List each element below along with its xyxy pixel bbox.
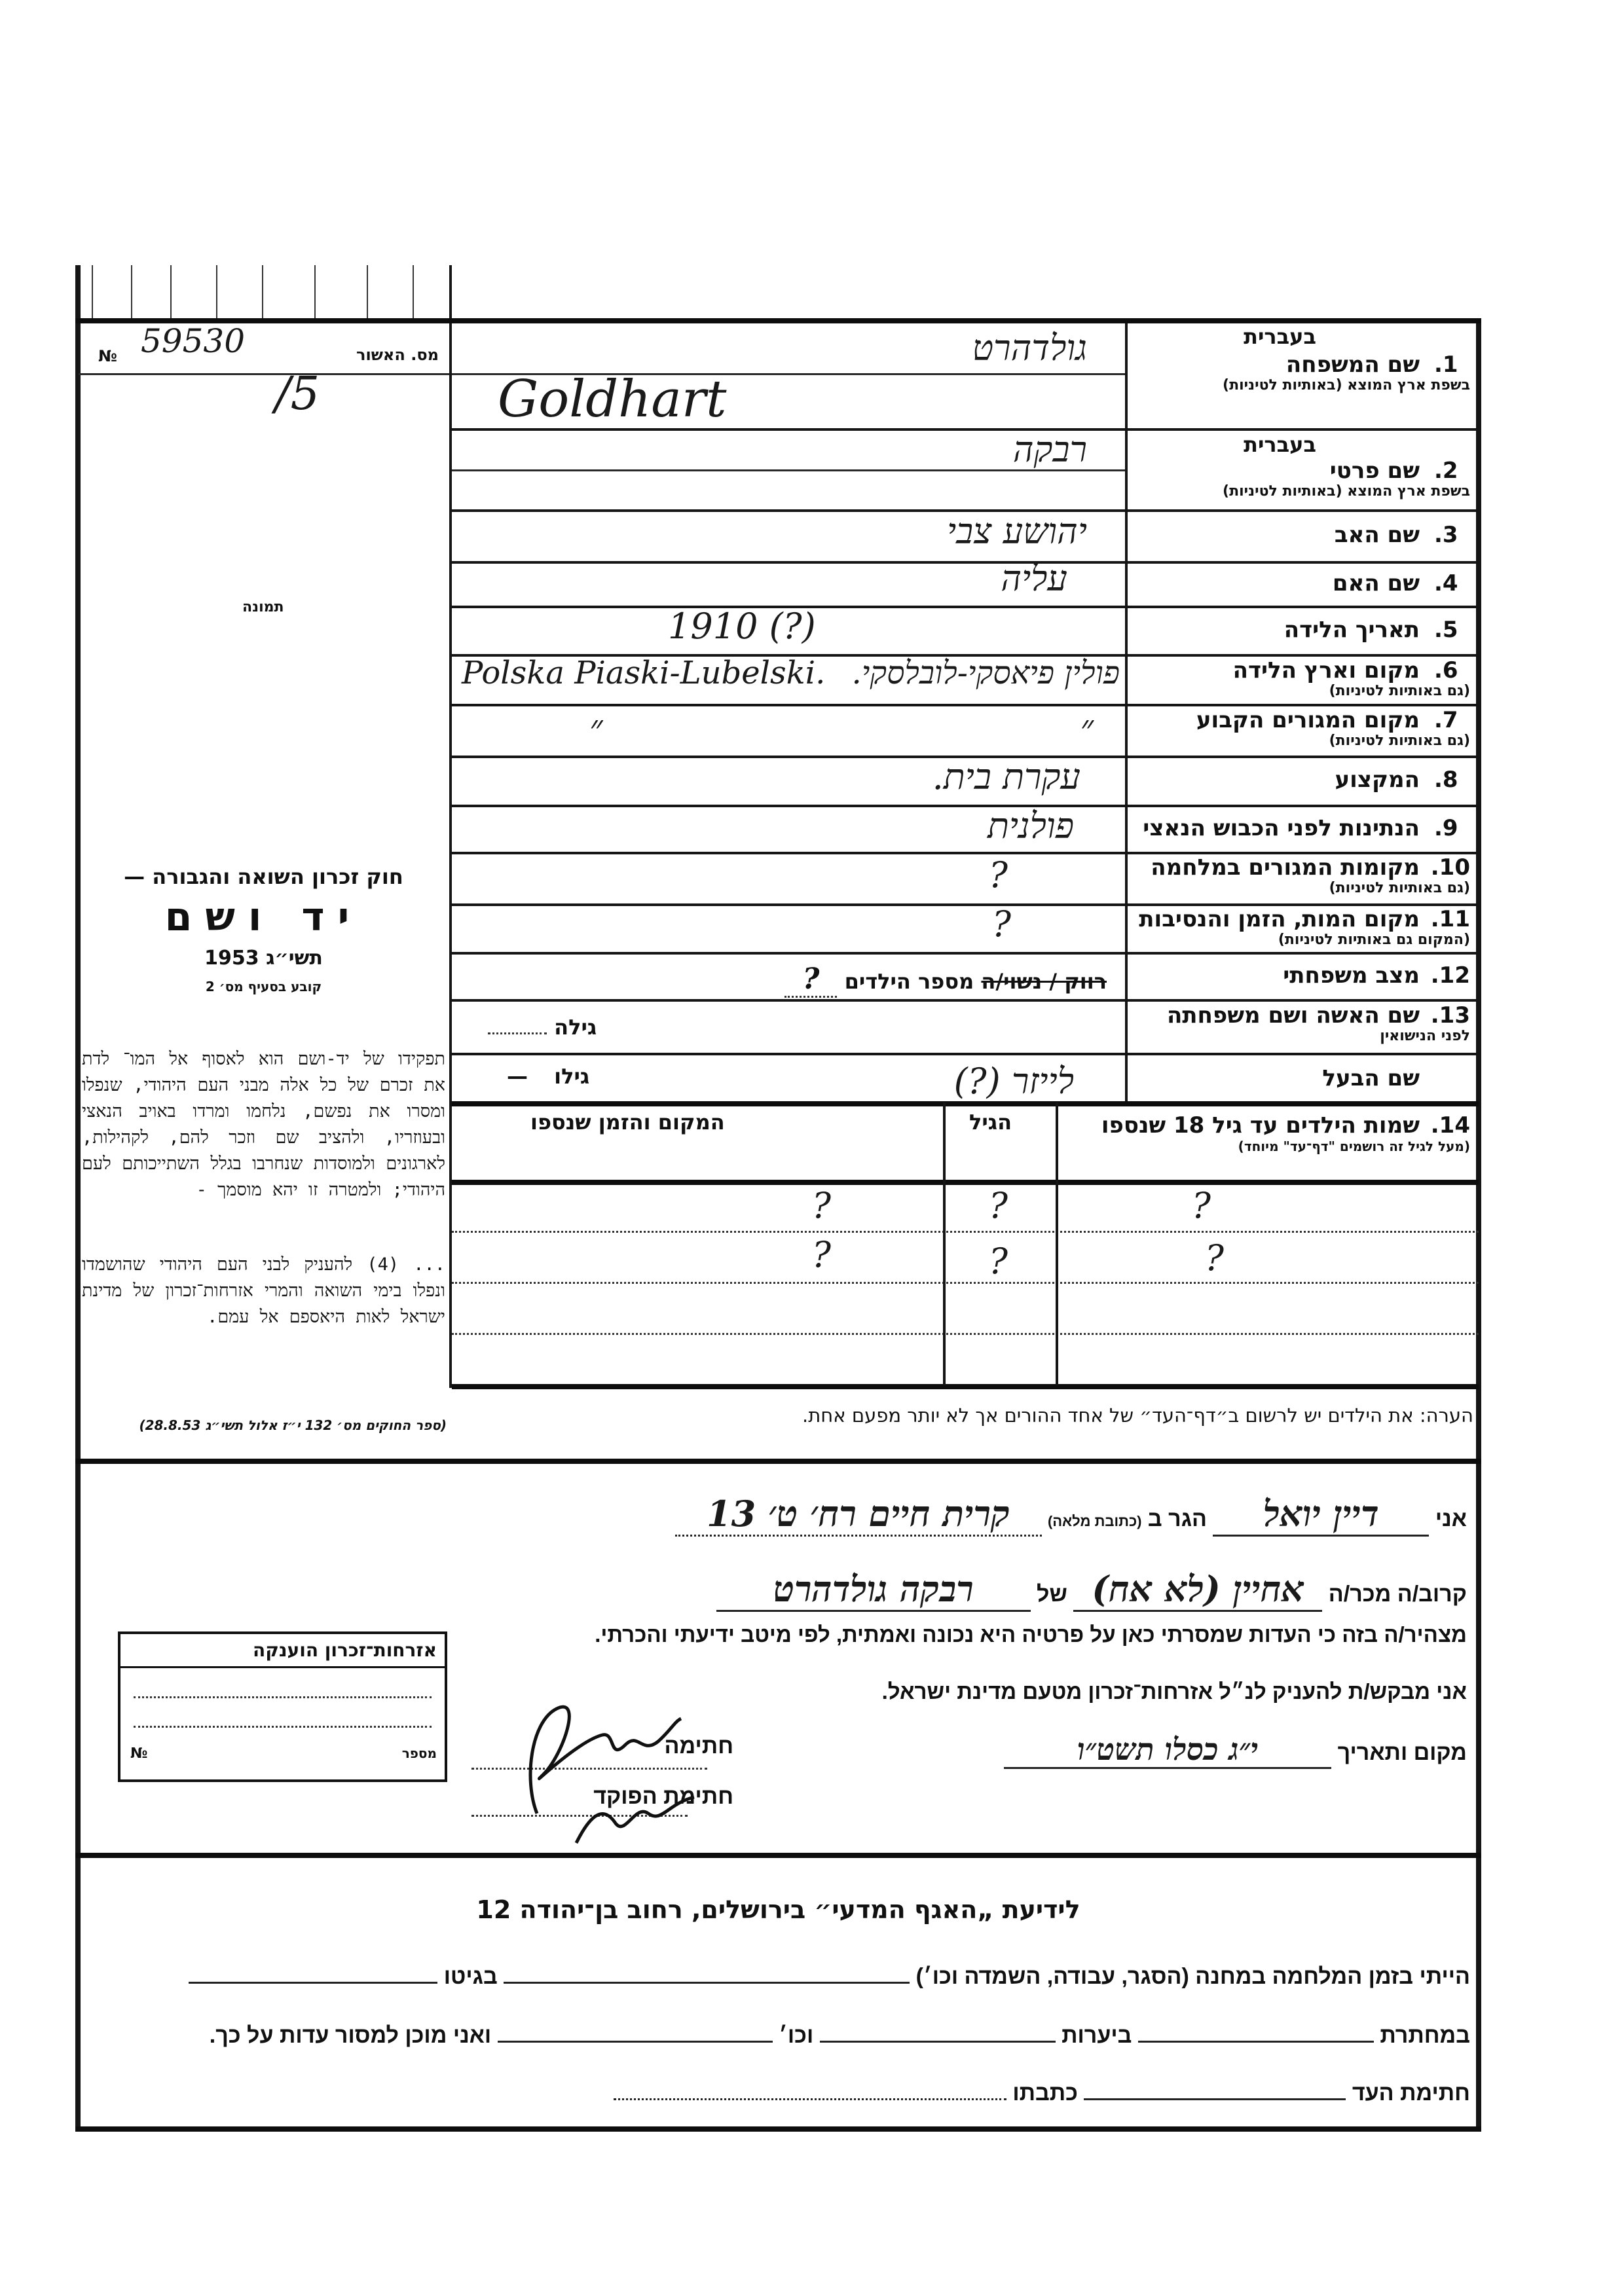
- label-children: 14.שמות הילדים עד גיל 18 שנספו (מעל לגיל זה רושמים "דף־עד" מיוחד): [1101, 1112, 1470, 1154]
- place-date-field[interactable]: מקום ותאריך י״ג כסלו תשט״ו: [1004, 1732, 1467, 1769]
- camp-line[interactable]: הייתי בזמן המלחמה במחנה (הסגר, עבודה, השמדה וכו׳) בגיטו: [189, 1964, 1470, 1990]
- label-birth-place: 6.מקום וארץ הלידה (גם באותיות לטיניות): [1232, 657, 1470, 699]
- bottom-title: לידיעת „האגף המדעי״ בירושלים, רחוב בן־יהודה 12: [476, 1895, 1080, 1924]
- label-column-divider: [1125, 320, 1128, 1102]
- left-border: [75, 265, 81, 2131]
- approval-number-field[interactable]: [82, 322, 445, 367]
- note-text: הערה: את הילדים יש לרשום ב״דף־העד״ של אחד ההורים אך לא יותר מפעם אחת.: [802, 1404, 1473, 1427]
- row-line: [452, 1282, 1479, 1284]
- ruler-tick: [367, 265, 368, 320]
- label-wartime-residence: 10.מקומות המגורים במלחמה (גם באותיות לטיניות): [1151, 854, 1470, 896]
- label-marital-status: 12.מצב משפחתי: [1283, 962, 1470, 989]
- wartime-residence-value[interactable]: ?: [989, 854, 1008, 896]
- label-family-name: 1.שם המשפחה בשפת ארץ המוצא (באותיות לטיניות): [1223, 352, 1470, 393]
- signature-label: חתימה: [664, 1734, 733, 1758]
- approval-label: מס. האשור: [356, 346, 439, 364]
- row-line: [452, 606, 1479, 608]
- law-citation: (ספר החוקים מס׳ 132 י״ז אלול תשי״ג 28.8.53): [139, 1417, 447, 1433]
- first-name-value[interactable]: רבקה: [1012, 429, 1087, 470]
- row-line: [452, 561, 1479, 564]
- label-residence: 7.מקום המגורים הקבוע (גם באותיות לטיניות): [1196, 707, 1470, 749]
- child-age[interactable]: ?: [989, 1185, 1008, 1226]
- birth-place-latin-value[interactable]: Polska Piaski-Lubelski.: [462, 655, 826, 691]
- bottom-rule: [75, 2126, 1481, 2132]
- marital-status-field[interactable]: [784, 962, 1107, 998]
- row-line: [452, 704, 1479, 706]
- row-line: [452, 1231, 1479, 1233]
- birth-place-hebrew-value[interactable]: פולין פיאסקי-לובלסקי.: [851, 655, 1120, 691]
- place-date-value: י״ג כסלו תשט״ו: [1004, 1732, 1331, 1769]
- citizenship-box: [118, 1631, 447, 1782]
- ruler-tick: [92, 265, 93, 320]
- ruler-tick: [314, 265, 316, 320]
- section-rule: [75, 1853, 1481, 1858]
- law-year: תשי״ג 1953: [204, 947, 323, 970]
- official-signature-label: חתימת הפוקד: [593, 1784, 733, 1809]
- declarant-name: דיין יואל: [1213, 1493, 1429, 1537]
- ruler-tick: [262, 265, 263, 320]
- ruler-tick: [216, 265, 217, 320]
- column-divider: [449, 265, 452, 1388]
- photo-label: תמונה: [242, 599, 284, 615]
- label-wife-name: 13.שם האשה ושם משפחתה לפני הנישואין: [1166, 1002, 1470, 1044]
- row-line: [452, 1180, 1479, 1185]
- declaration-statement: מצהיר/ה בזה כי העדות שמסרתי כאן על פרטיה היא נכונה ואמתית, לפי מיטב ידיעתי והכרתי.: [595, 1622, 1467, 1647]
- children-count-value: ?: [784, 962, 837, 998]
- label-birth-date: 5.תאריך הלידה: [1283, 617, 1458, 643]
- row-line: [452, 999, 1479, 1002]
- residence-value[interactable]: ״: [1080, 707, 1094, 748]
- citizenship-number-label: מספר: [401, 1745, 437, 1761]
- right-border: [1476, 320, 1481, 2130]
- approval-number: 59530: [141, 322, 246, 360]
- law-paragraph-2: ... (4) להעניק לבני העם היהודי שהושמדו ונפלו בימי השואה והמרי אזרחות־זכרון של מדינת ישראל לאות היאספם אל עמם.: [82, 1254, 445, 1327]
- column-header-age: הגיל: [969, 1110, 1012, 1135]
- mother-name-value[interactable]: עליה: [1001, 558, 1067, 599]
- child-age[interactable]: ?: [989, 1241, 1008, 1282]
- label-profession: 8.המקצוע: [1335, 767, 1458, 793]
- ruler-tick: [413, 265, 414, 320]
- top-rule: [75, 318, 1481, 323]
- column-line: [1056, 1102, 1058, 1385]
- label-father-name: 3.שם האב: [1334, 522, 1458, 548]
- child-name[interactable]: ?: [1192, 1185, 1211, 1226]
- declaration-request: אני מבקש/ת להעניק לנ״ל אזרחות־זכרון מטעם מדינת ישראל.: [881, 1679, 1467, 1704]
- husband-name-value[interactable]: לייזר (?): [953, 1061, 1074, 1102]
- declarant-address: קרית חיים רח׳ ט׳ 13: [675, 1493, 1042, 1537]
- marital-options: רווק / נשוי/ה: [981, 969, 1107, 994]
- row-line: [452, 805, 1479, 807]
- law-header: [82, 864, 445, 994]
- hebrew-tag: בעברית: [1244, 432, 1316, 457]
- relation-value: אחיין (לא אח): [1073, 1568, 1322, 1612]
- label-husband-name: שם הבעל: [1322, 1065, 1420, 1091]
- children-count-label: מספר הילדים: [844, 969, 974, 994]
- row-line: [452, 1101, 1479, 1106]
- ruler-tick: [131, 265, 132, 320]
- father-name-value[interactable]: יהושע צבי: [946, 511, 1087, 552]
- hebrew-tag: בעברית: [1244, 324, 1316, 349]
- row-line: [452, 1384, 1479, 1389]
- underground-line[interactable]: במחתרת ביערות וכו׳ ואני מוכן למסור עדות על כך.: [209, 2023, 1470, 2048]
- profession-value[interactable]: עקרת בית.: [932, 756, 1080, 797]
- official-signature: [570, 1777, 701, 1850]
- victim-name: רבקה גולדהרט: [716, 1568, 1031, 1612]
- label-mother-name: 4.שם האם: [1332, 570, 1458, 596]
- birth-date-value[interactable]: 1910 (?): [668, 606, 816, 647]
- family-name-hebrew-value[interactable]: גולדהרט: [972, 327, 1087, 369]
- law-title: חוק זכרון השואה והגבורה —: [124, 864, 403, 889]
- child-place[interactable]: ?: [812, 1185, 831, 1226]
- relation-line[interactable]: קרוב/ה מכר/ה אחיין (לא אח) של רבקה גולדהרט: [716, 1568, 1467, 1612]
- column-header-place: המקום והזמן שנספו: [530, 1110, 725, 1135]
- approval-underline: [79, 373, 449, 375]
- witness-signature-line[interactable]: חתימת העד כתבתו: [614, 2081, 1470, 2106]
- citizenship-box-title: אזרחות־זכרון הוענקה: [120, 1634, 445, 1668]
- label-first-name: 2.שם פרטי בשפת ארץ המוצא (באותיות לטיניות): [1223, 458, 1470, 500]
- nationality-value[interactable]: פולנית: [987, 805, 1074, 847]
- section-rule: [75, 1459, 1481, 1464]
- box-line: [134, 1696, 432, 1698]
- ruler-tick: [170, 265, 172, 320]
- child-place[interactable]: ?: [812, 1234, 831, 1275]
- column-line: [943, 1102, 946, 1385]
- child-name[interactable]: ?: [1205, 1237, 1224, 1279]
- approval-mark: /5: [275, 367, 320, 420]
- label-place-of-death: 11.מקום המות, הזמן והנסיבות (המקום גם באותיות לטיניות): [1139, 906, 1470, 948]
- residence-latin-value[interactable]: ״: [589, 707, 603, 748]
- row-line: [452, 1333, 1479, 1335]
- wife-age-field[interactable]: גילה: [488, 1015, 597, 1040]
- husband-age-field[interactable]: גילו —: [507, 1064, 590, 1089]
- declarant-line[interactable]: אני דיין יואל הגר ב (כתובת מלאה) קרית חיים רח׳ ט׳ 13: [675, 1493, 1467, 1537]
- row-line: [452, 1053, 1479, 1055]
- place-of-death-value[interactable]: ?: [992, 903, 1011, 945]
- number-symbol: №: [98, 347, 117, 365]
- family-name-latin-value[interactable]: Goldhart: [498, 370, 727, 429]
- citizenship-number-symbol: №: [130, 1745, 148, 1762]
- row-line: [452, 952, 1479, 955]
- label-nationality: 9.הנתינות לפני הכבוש הנאצי: [1143, 815, 1458, 841]
- law-name: יד ושם: [164, 894, 363, 940]
- box-line: [134, 1726, 432, 1728]
- law-clause: קובע בסעיף מס׳ 2: [205, 979, 322, 994]
- law-paragraph-1: תפקידו של יד-ושם הוא לאסוף אל המו־ לדת את זכרם של כל אלה מבני העם היהודי, שנפלו ומסרו את נפשם, נלחמו ומרדו באויב הנאצי ובעוזריו, ולהציב שם וזכר להם, לקהילות, לארגונים ולמוסדות שנחרבו בגלל השתייכותם לעם היהודי; ולמטרה זו יהא מוסמך -: [82, 1049, 445, 1200]
